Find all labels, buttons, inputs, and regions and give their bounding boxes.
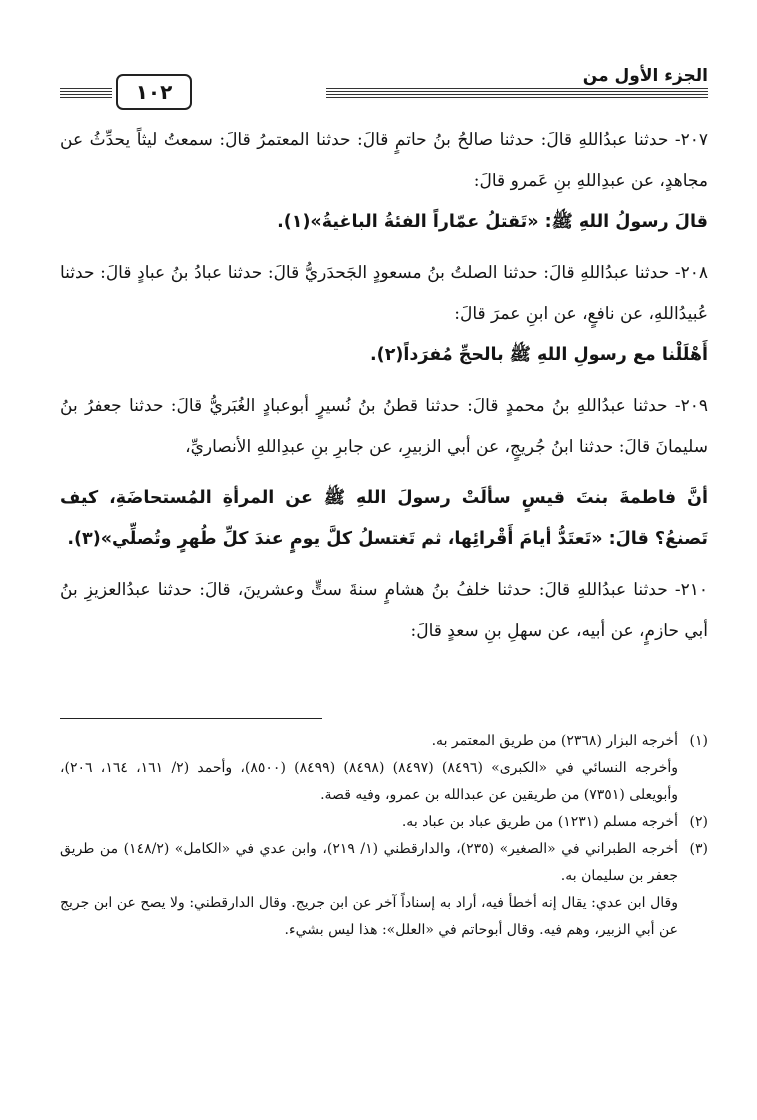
footnote-marker: (٢) [689,814,708,830]
footnote-separator [60,718,322,719]
footnote [60,728,708,755]
main-text [60,120,708,652]
footnote-line: أخرجه الطبراني في «الصغير» (٢٣٥)، والدارقطني (١/ ٢١٩)، وابن عدي في «الكامل» (١٤٨/٢) من طريق جعفر بن سليمان به. [60,841,679,884]
page-header [60,60,708,112]
hadith-isnad: ٢٠٩- حدثنا عبدُاللهِ بنُ محمدٍ قالَ: حدثنا قطنُ بنُ نُسيرٍ أبوعبادٍ الغُبَريُّ قالَ: حدثنا جعفرُ بنُ سليمانَ قالَ: حدثنا ابنُ جُريجٍ، عن أبي الزبيرِ، عن جابرِ بنِ عبدِاللهِ الأنصاريِّ، [60,396,708,457]
footnote-line: أخرجه البزار (٢٣٦٨) من طريق المعتمر به. [431,733,678,749]
hadith-isnad: ٢١٠- حدثنا عبدُاللهِ قالَ: حدثنا خلفُ بنُ هشامٍ سنةَ ستٍّ وعشرينَ، قالَ: حدثنا عبدُالعزيزِ بنُ أبي حازمٍ، عن أبيه، عن سهلِ بنِ سعدٍ قالَ: [60,580,708,641]
header-rule-right [326,88,708,98]
page-number: ١٠٢ [135,80,173,104]
header-rule-left [60,88,112,98]
hadith-text: أَهْلَلْنا مع رسولِ اللهِ ﷺ بالحجِّ مُفرَداً(٢). [370,345,708,365]
footnote-line: وقال ابن عدي: يقال إنه أخطأ فيه، أراد به إسناداً آخر عن ابن جريج. وقال الدارقطني: ولا يصح عن ابن جريج عن أبي الزبير، وهم فيه. وقال أبوحاتم في «العلل»: هذا ليس بشيء. [60,895,678,938]
book-page [60,60,708,1060]
footnote-line: أخرجه مسلم (١٢٣١) من طريق عباد بن عباد به. [401,814,678,830]
footnote [60,836,708,890]
hadith-text: أنَّ فاطمةَ بنتَ قيسٍ سألَتْ رسولَ اللهِ ﷺ عن المرأةِ المُستحاضَةِ، كيف تَصنعُ؟ قالَ: «تَعتَدُّ أيامَ أَقْرائِها، ثم تَغتسلُ كلَّ يومٍ عندَ كلِّ طُهرٍ وتُصلِّي»(٣). [60,488,708,549]
footnote-line: وأخرجه النسائي في «الكبرى» (٨٤٩٦) (٨٤٩٧) (٨٤٩٨) (٨٤٩٩) (٨٥٠٠)، وأحمد (٢/ ١٦١، ١٦٤، ٢٠٦)، وأبويعلى (٧٣٥١) من طريقين عن عبدالله بن عمرو، وفيه قصة. [60,760,679,803]
hadith-isnad: ٢٠٨- حدثنا عبدُاللهِ قالَ: حدثنا الصلتُ بنُ مسعودٍ الجَحدَريُّ قالَ: حدثنا عبادُ بنُ عبادٍ قالَ: حدثنا عُبيدُاللهِ، عن نافعٍ، عن ابنِ عمرَ قالَ: [60,263,708,324]
hadith-isnad: ٢٠٧- حدثنا عبدُاللهِ قالَ: حدثنا صالحُ بنُ حاتمٍ قالَ: حدثنا المعتمرُ قالَ: سمعتُ ليثاً يحدِّثُ عن مجاهدٍ، عن عبدِاللهِ بنِ عَمرو قالَ: [60,130,708,191]
footnote-marker: (٣) [689,841,708,857]
footnotes [60,728,708,944]
footnote-marker: (١) [689,733,708,749]
running-title: الجزء الأول من [582,66,708,86]
footnote [60,809,708,836]
page-number-box [116,74,192,110]
hadith-text: قالَ رسولُ اللهِ ﷺ: «تَقتلُ عمّاراً الفئةُ الباغيةُ»(١). [277,212,708,232]
